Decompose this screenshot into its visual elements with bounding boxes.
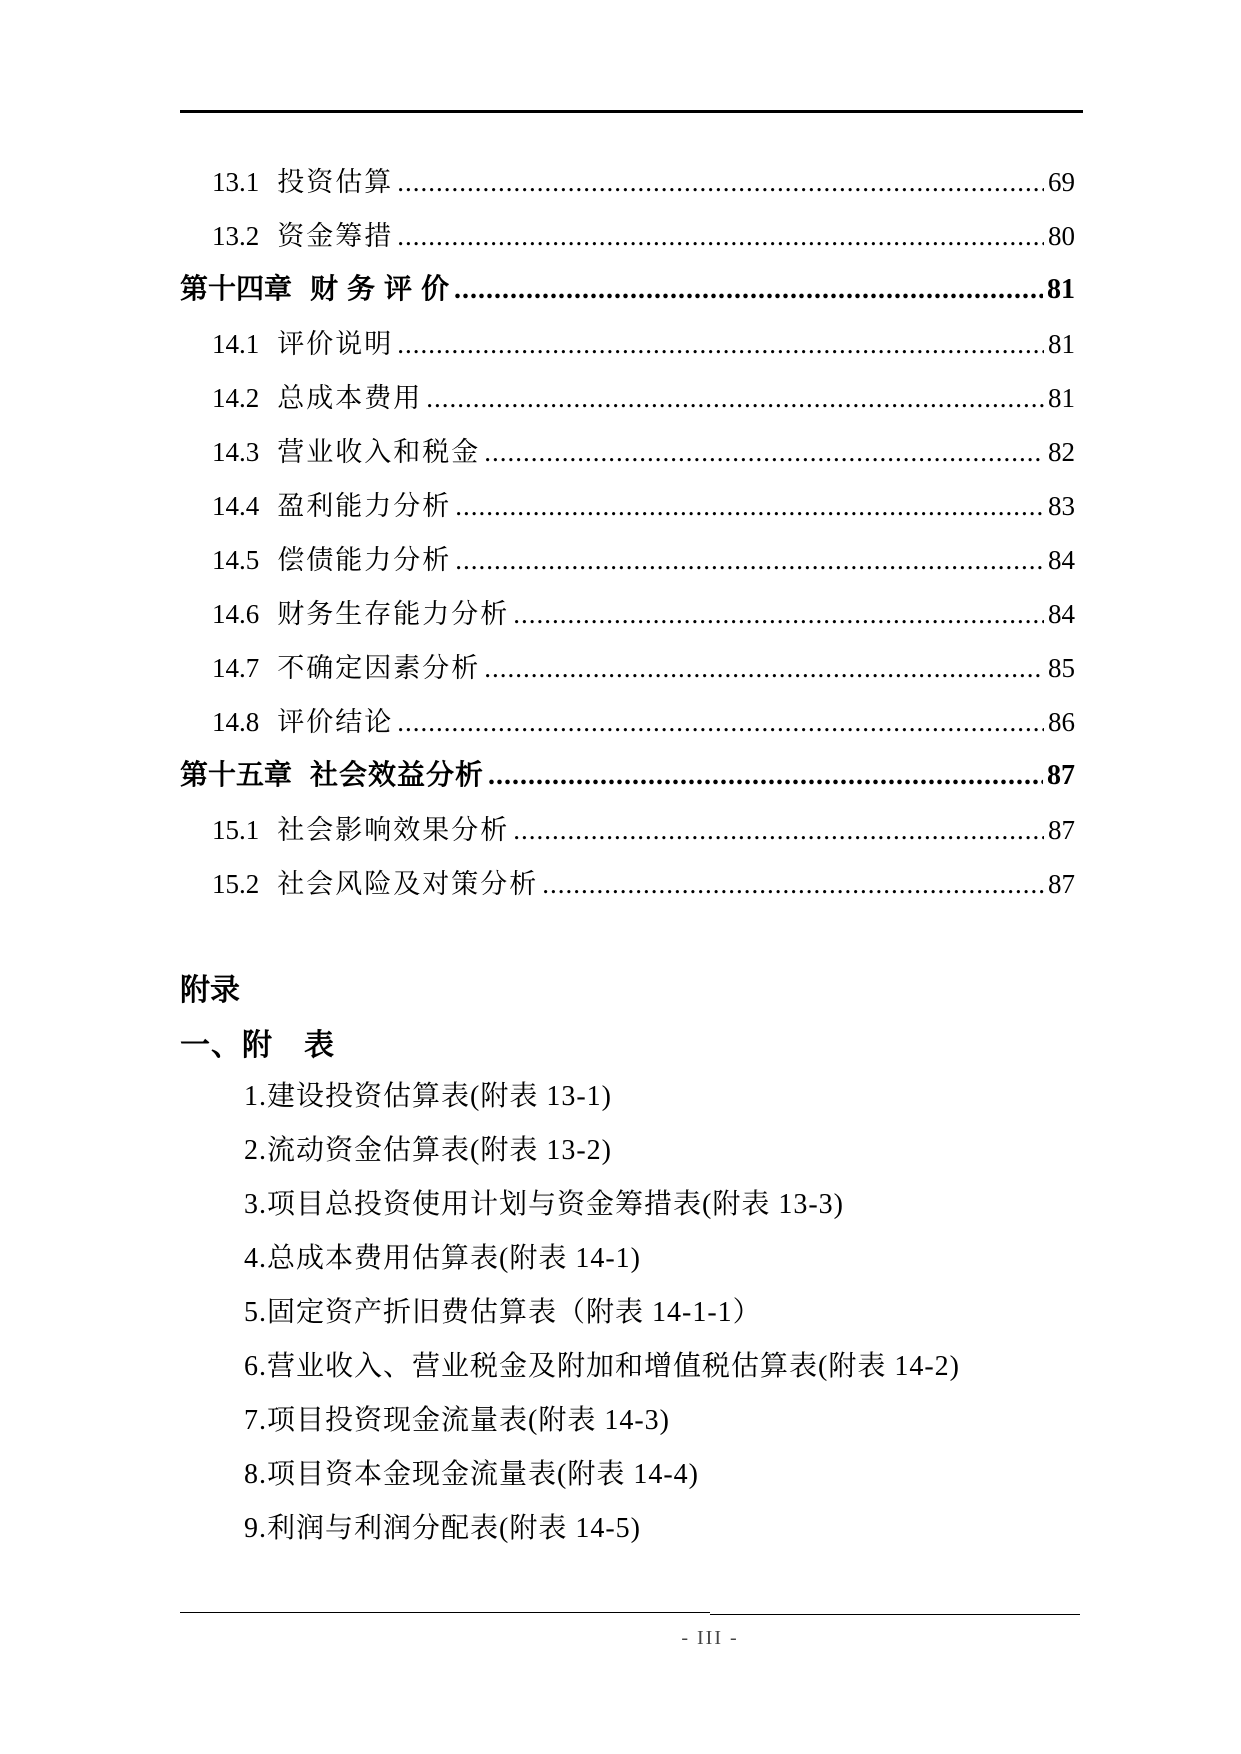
- table-of-contents: [180, 155, 1075, 911]
- toc-leader: [455, 533, 1044, 587]
- toc-leader: [513, 587, 1044, 641]
- toc-page-number: 81: [1047, 274, 1075, 305]
- appendix-list-item[interactable]: 6.营业收入、营业税金及附加和增值税估算表(附表 14-2): [244, 1351, 960, 1382]
- toc-title: 评价说明: [277, 329, 394, 359]
- toc-title: 营业收入和税金: [277, 437, 481, 467]
- toc-chapter-title: 财 务 评 价: [310, 274, 451, 305]
- toc-number: 15.2: [212, 869, 260, 899]
- toc-title: 投资估算: [277, 167, 394, 197]
- toc-page-number: 80: [1048, 221, 1075, 251]
- toc-number: 14.3: [212, 437, 260, 467]
- toc-leader: [484, 425, 1044, 479]
- appendix-list-item[interactable]: 9.利润与利润分配表(附表 14-5): [244, 1513, 641, 1544]
- page-number: - III -: [681, 1627, 739, 1649]
- toc-number: 15.1: [212, 815, 260, 845]
- toc-entry[interactable]: [180, 371, 1075, 425]
- toc-page-number: 87: [1048, 815, 1075, 845]
- appendix-list-item[interactable]: 4.总成本费用估算表(附表 14-1): [244, 1243, 641, 1274]
- appendix-list-item[interactable]: 1.建设投资估算表(附表 13-1): [244, 1081, 612, 1112]
- toc-leader: [484, 641, 1044, 695]
- toc-entry[interactable]: [180, 533, 1075, 587]
- toc-page-number: 81: [1048, 329, 1075, 359]
- toc-title: 评价结论: [277, 707, 394, 737]
- toc-chapter-title: 社会效益分析: [310, 760, 485, 791]
- toc-title: 盈利能力分析: [277, 491, 452, 521]
- toc-title: 社会风险及对策分析: [277, 869, 539, 899]
- toc-entry[interactable]: [180, 857, 1075, 911]
- toc-title: 总成本费用: [277, 383, 423, 413]
- toc-leader: [454, 263, 1043, 317]
- toc-page-number: 69: [1048, 167, 1075, 197]
- toc-page-number: 84: [1048, 599, 1075, 629]
- toc-leader: [426, 371, 1044, 425]
- toc-chapter-number: 第十四章: [180, 274, 293, 305]
- toc-number: 13.2: [212, 221, 260, 251]
- toc-entry[interactable]: [180, 803, 1075, 857]
- footer-rule: [710, 1614, 1080, 1615]
- appendix-list-item[interactable]: 3.项目总投资使用计划与资金筹措表(附表 13-3): [244, 1189, 844, 1220]
- footer-rule: [180, 1612, 710, 1613]
- toc-page-number: 82: [1048, 437, 1075, 467]
- toc-page-number: 81: [1048, 383, 1075, 413]
- toc-leader: [397, 209, 1044, 263]
- toc-number: 14.7: [212, 653, 260, 683]
- toc-title: 偿债能力分析: [277, 545, 452, 575]
- appendix-list-item[interactable]: 8.项目资本金现金流量表(附表 14-4): [244, 1459, 699, 1490]
- toc-leader: [397, 155, 1044, 209]
- toc-chapter-entry[interactable]: [180, 263, 1075, 317]
- toc-chapter-number: 第十五章: [180, 760, 293, 791]
- toc-leader: [397, 695, 1044, 749]
- appendix-list-item[interactable]: 7.项目投资现金流量表(附表 14-3): [244, 1405, 670, 1436]
- appendix-list-item[interactable]: 2.流动资金估算表(附表 13-2): [244, 1135, 612, 1166]
- toc-entry[interactable]: [180, 155, 1075, 209]
- toc-entry[interactable]: [180, 587, 1075, 641]
- header-rule: [180, 110, 1083, 113]
- toc-number: 14.2: [212, 383, 260, 413]
- toc-page-number: 85: [1048, 653, 1075, 683]
- appendix-table-list: [244, 1070, 960, 1556]
- appendix-list-item[interactable]: 5.固定资产折旧费估算表（附表 14-1-1）: [244, 1297, 762, 1328]
- toc-chapter-entry[interactable]: [180, 749, 1075, 803]
- toc-entry[interactable]: [180, 479, 1075, 533]
- toc-page-number: 87: [1047, 760, 1075, 791]
- toc-number: 14.5: [212, 545, 260, 575]
- toc-number: 14.4: [212, 491, 260, 521]
- toc-entry[interactable]: [180, 425, 1075, 479]
- toc-title: 社会影响效果分析: [277, 815, 510, 845]
- toc-entry[interactable]: [180, 695, 1075, 749]
- toc-page-number: 87: [1048, 869, 1075, 899]
- toc-page-number: 83: [1048, 491, 1075, 521]
- toc-leader: [542, 857, 1044, 911]
- toc-title: 资金筹措: [277, 221, 394, 251]
- toc-entry[interactable]: [180, 209, 1075, 263]
- appendix-heading: 附录: [180, 974, 240, 1007]
- toc-page-number: 86: [1048, 707, 1075, 737]
- toc-number: 13.1: [212, 167, 260, 197]
- toc-number: 14.1: [212, 329, 260, 359]
- toc-number: 14.8: [212, 707, 260, 737]
- toc-leader: [513, 803, 1044, 857]
- toc-leader: [455, 479, 1044, 533]
- toc-title: 不确定因素分析: [277, 653, 481, 683]
- toc-entry[interactable]: [180, 317, 1075, 371]
- appendix-tables-heading: 一、附 表: [180, 1029, 335, 1062]
- toc-page-number: 84: [1048, 545, 1075, 575]
- toc-leader: [488, 749, 1043, 803]
- toc-title: 财务生存能力分析: [277, 599, 510, 629]
- toc-number: 14.6: [212, 599, 260, 629]
- toc-entry[interactable]: [180, 641, 1075, 695]
- toc-leader: [397, 317, 1044, 371]
